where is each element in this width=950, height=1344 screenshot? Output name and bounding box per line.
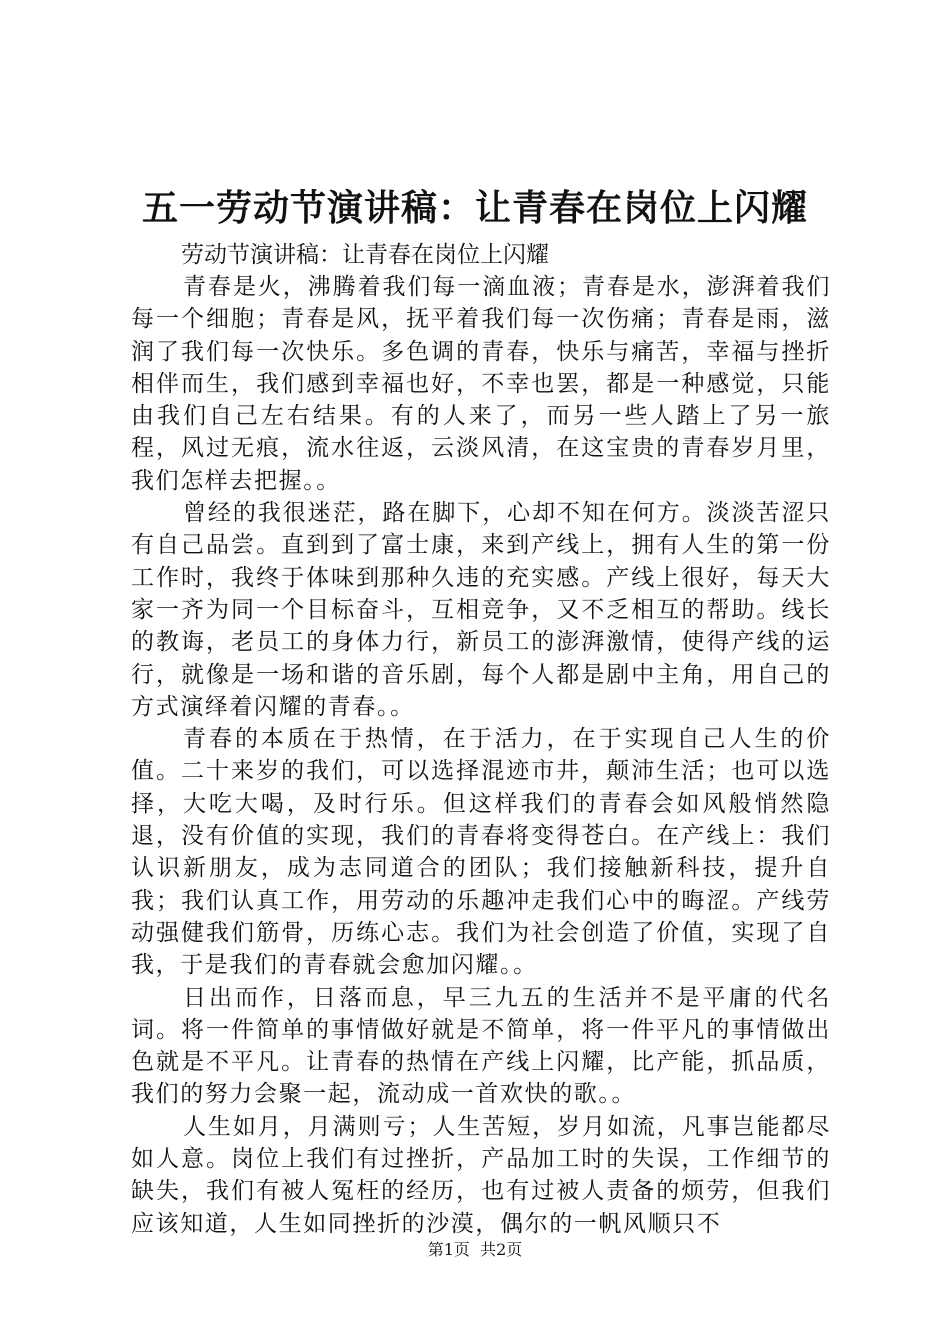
- footer-spacer: [470, 1240, 480, 1259]
- paragraph-4: 日出而作，日落而息，早三九五的生活并不是平庸的代名词。将一件简单的事情做好就是不简单，将一件平凡的事情做出色就是不平凡。让青春的热情在产线上闪耀，比产能，抓品质，我们的努力会聚一起，流动成一首欢快的歌。。: [131, 984, 831, 1108]
- page-total: 共2页: [480, 1240, 523, 1259]
- document-title: 五一劳动节演讲稿：让青春在岗位上闪耀: [141, 187, 808, 229]
- document-subtitle: 劳动节演讲稿：让青春在岗位上闪耀: [181, 242, 549, 268]
- page-number: 第1页: [427, 1240, 470, 1259]
- paragraph-5: 人生如月，月满则亏；人生苦短，岁月如流，凡事岂能都尽如人意。岗位上我们有过挫折，产品加工时的失误，工作细节的缺失，我们有被人冤枉的经历，也有过被人责备的烦劳，但我们应该知道，人生如同挫折的沙漠，偶尔的一帆风顺只不: [131, 1113, 831, 1237]
- page-footer: [0, 1238, 950, 1262]
- document-body: [131, 239, 831, 1240]
- paragraph-2: 曾经的我很迷茫，路在脚下，心却不知在何方。淡淡苦涩只有自己品尝。直到到了富士康，来到产线上，拥有人生的第一份工作时，我终于体味到那种久违的充实感。产线上很好，每天大家一齐为同一个目标奋斗，互相竞争，又不乏相互的帮助。线长的教诲，老员工的身体力行，新员工的澎湃激情，使得产线的运行，就像是一场和谐的音乐剧，每个人都是剧中主角，用自己的方式演绎着闪耀的青春。。: [131, 500, 831, 720]
- paragraph-3: 青春的本质在于热情，在于活力，在于实现自己人生的价值。二十来岁的我们，可以选择混迹市井，颠沛生活；也可以选择，大吃大喝，及时行乐。但这样我们的青春会如风般悄然隐退，没有价值的实现，我们的青春将变得苍白。在产线上：我们认识新朋友，成为志同道合的团队；我们接触新科技，提升自我；我们认真工作，用劳动的乐趣冲走我们心中的晦涩。产线劳动强健我们筋骨，历练心志。我们为社会创造了价值，实现了自我，于是我们的青春就会愈加闪耀。。: [131, 726, 831, 979]
- paragraph-1: 青春是火，沸腾着我们每一滴血液；青春是水，澎湃着我们每一个细胞；青春是风，抚平着我们每一次伤痛；青春是雨，滋润了我们每一次快乐。多色调的青春，快乐与痛苦，幸福与挫折相伴而生，我们感到幸福也好，不幸也罢，都是一种感觉，只能由我们自己左右结果。有的人来了，而另一些人踏上了另一旅程，风过无痕，流水往返，云淡风清，在这宝贵的青春岁月里，我们怎样去把握。。: [131, 274, 831, 494]
